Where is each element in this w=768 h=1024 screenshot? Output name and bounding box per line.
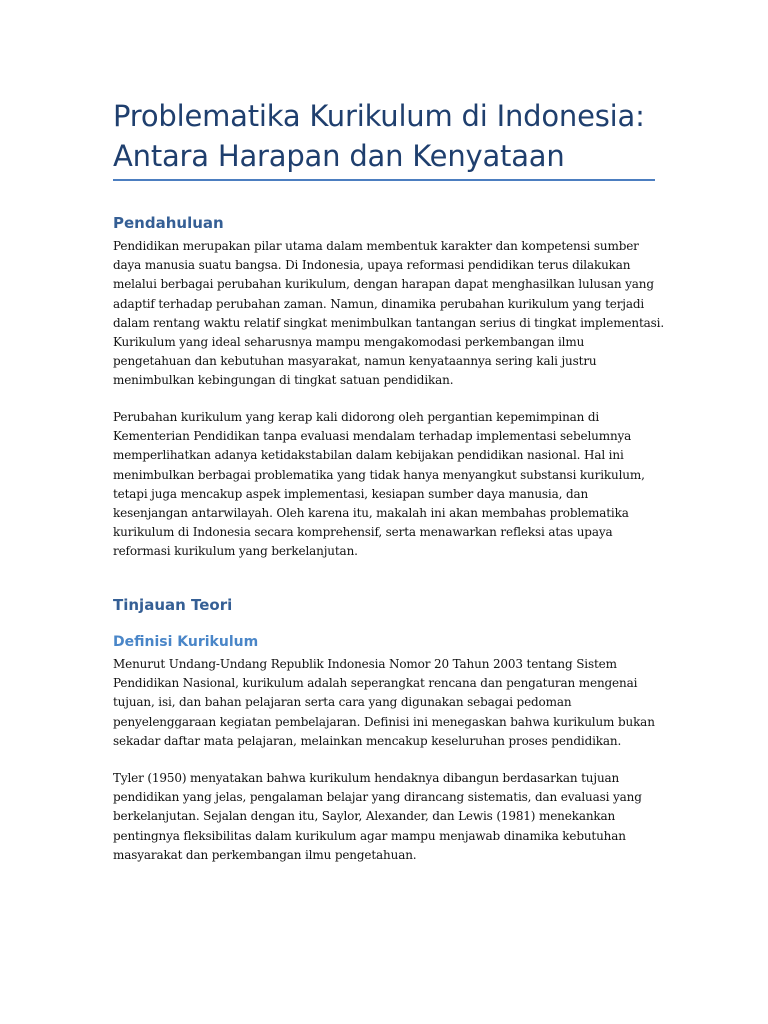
text-line: tetapi juga mencakup aspek implementasi, kesiapan sumber daya manusia, dan [113,486,589,501]
text-line: Pendidikan Nasional, kurikulum adalah seperangkat rencana dan pengaturan mengenai [113,676,638,691]
text-line: Kurikulum yang ideal seharusnya mampu mengakomodasi perkembangan ilmu [113,335,585,350]
paragraph-tinjauan-2 [113,769,658,865]
text-line: kurikulum di Indonesia secara komprehensif, serta menawarkan refleksi atas upaya [113,525,613,540]
text-line: kesenjangan antarwilayah. Oleh karena itu, makalah ini akan membahas problematika [113,506,629,521]
text-line: dalam rentang waktu relatif singkat menimbulkan tantangan serius di tingkat implementasi. [113,315,664,330]
text-line: pendidikan yang jelas, pengalaman belajar yang dirancang sistematis, dan evaluasi yang [113,790,642,805]
text-line: berkelanjutan. Sejalan dengan itu, Saylor, Alexander, dan Lewis (1981) menekankan [113,809,616,824]
text-line: pentingnya fleksibilitas dalam kurikulum agar mampu menjawab dinamika kebutuhan [113,828,626,843]
text-line: penyelenggaraan kegiatan pembelajaran. Definisi ini menegaskan bahwa kurikulum bukan [113,714,655,729]
subsection-heading-definisi-kurikulum: Definisi Kurikulum [113,634,259,650]
text-line: adaptif terhadap perubahan zaman. Namun, dinamika perubahan kurikulum yang terjadi [113,296,645,311]
paragraph-tinjauan-1 [113,655,658,751]
paragraph-pendahuluan-1 [113,237,664,391]
text-line: melalui berbagai perubahan kurikulum, dengan harapan dapat menghasilkan lulusan yang [113,277,654,292]
text-line: memperlihatkan adanya ketidakstabilan dalam kebijakan pendidikan nasional. Hal ini [113,448,624,463]
text-line: daya manusia suatu bangsa. Di Indonesia, upaya reformasi pendidikan terus dilakukan [113,258,631,273]
text-line: menimbulkan berbagai problematika yang tidak hanya menyangkut substansi kurikulum, [113,467,645,482]
text-line: menimbulkan kebingungan di tingkat satuan pendidikan. [113,373,454,388]
text-line: pengetahuan dan kebutuhan masyarakat, namun kenyataannya sering kali justru [113,354,597,369]
text-line: Tyler (1950) menyatakan bahwa kurikulum hendaknya dibangun berdasarkan tujuan [113,771,620,785]
text-line: tujuan, isi, dan bahan pelajaran serta cara yang digunakan sebagai pedoman [113,695,572,710]
text-line: Menurut Undang-Undang Republik Indonesia Nomor 20 Tahun 2003 tentang Sistem [113,657,617,671]
title-line: Antara Harapan dan Kenyataan [113,139,565,173]
text-line: masyarakat dan perkembangan ilmu pengetahuan. [113,847,417,862]
text-line: Perubahan kurikulum yang kerap kali didorong oleh pergantian kepemimpinan di [113,410,600,424]
text-line: Pendidikan merupakan pilar utama dalam membentuk karakter dan kompetensi sumber [113,239,639,253]
text-line: sekadar daftar mata pelajaran, melainkan mencakup keseluruhan proses pendidikan. [113,733,622,748]
text-line: Kementerian Pendidikan tanpa evaluasi mendalam terhadap implementasi sebelumnya [113,429,632,444]
title-underline [113,179,655,181]
document-title [113,96,658,176]
section-heading-tinjauan-teori: Tinjauan Teori [113,596,233,614]
title-line: Problematika Kurikulum di Indonesia: [113,99,645,133]
text-line: reformasi kurikulum yang berkelanjutan. [113,544,358,559]
paragraph-pendahuluan-2 [113,408,658,562]
section-heading-pendahuluan: Pendahuluan [113,214,224,232]
